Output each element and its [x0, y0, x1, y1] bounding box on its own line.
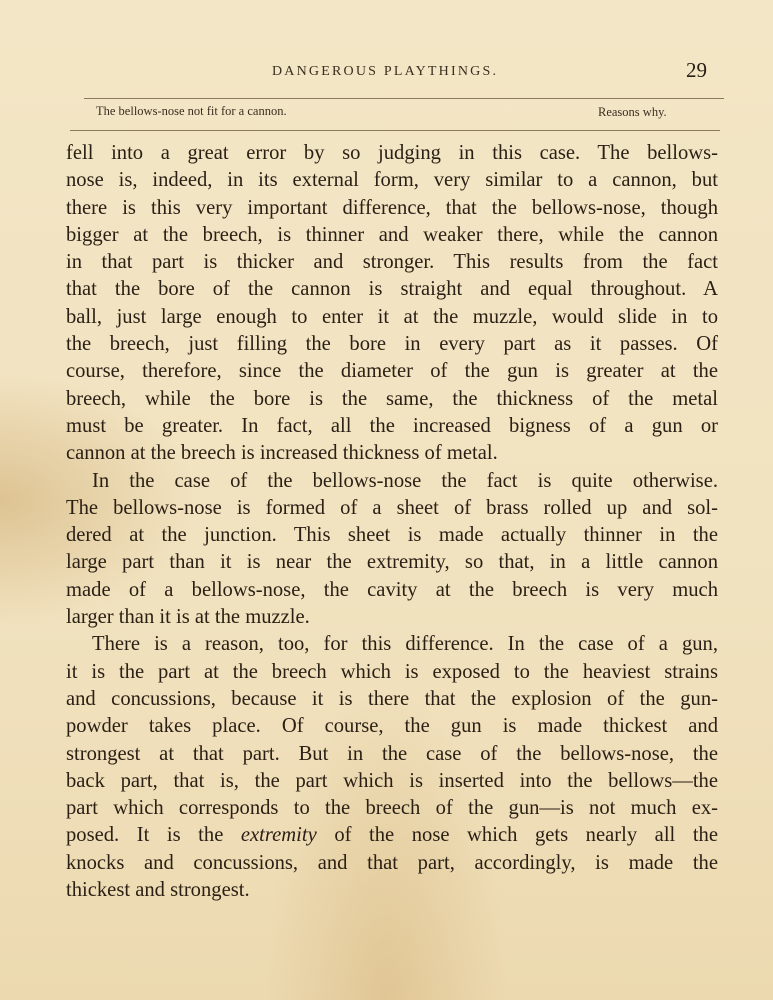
text-line: thickest and strongest. — [66, 879, 250, 902]
text-line: dered at the junction. This sheet is made actually thinner in the — [66, 524, 718, 547]
text-line: must be greater. In fact, all the increased bigness of a gun or — [66, 414, 718, 437]
text-line: back part, that is, the part which is inserted into the bellows—the — [66, 769, 718, 792]
body-text — [66, 140, 718, 904]
text-line: large part than it is near the extremity, so that, in a little cannon — [66, 551, 718, 574]
text-line: powder takes place. Of course, the gun is made thickest and — [66, 715, 718, 738]
text-line: In the case of the bellows-nose the fact is quite otherwise. — [92, 469, 718, 492]
text-line: and concussions, because it is there that the explosion of the gun- — [66, 687, 718, 710]
italic-word: extremity — [240, 824, 317, 847]
page-number: 29 — [686, 58, 707, 82]
text-line: the breech, just filling the bore in every part as it passes. Of — [66, 333, 718, 356]
marginal-notes — [0, 104, 773, 124]
text-line: larger than it is at the muzzle. — [66, 606, 310, 629]
text-line: that the bore of the cannon is straight and equal throughout. A — [66, 278, 718, 301]
notes-rule — [70, 130, 720, 131]
text-line: strongest at that part. But in the case of the bellows-nose, the — [66, 742, 718, 765]
header-rule — [84, 98, 724, 99]
text-fragment: posed. It is the — [66, 824, 224, 847]
text-line: breech, while the bore is the same, the thickness of the metal — [66, 387, 718, 410]
text-line-with-italic — [66, 822, 718, 849]
text-fragment: of the nose which gets nearly all the — [334, 824, 718, 847]
text-line: ball, just large enough to enter it at the muzzle, would slide in to — [66, 305, 718, 328]
text-line: bigger at the breech, is thinner and weaker there, while the cannon — [66, 223, 718, 246]
text-line: The bellows-nose is formed of a sheet of brass rolled up and sol- — [66, 496, 718, 519]
side-note-left: The bellows-nose not fit for a cannon. — [96, 104, 287, 118]
text-line: it is the part at the breech which is exposed to the heaviest strains — [66, 660, 718, 683]
text-line: fell into a great error by so judging in this case. The bellows- — [66, 142, 718, 164]
running-head — [0, 58, 773, 88]
text-line: cannon at the breech is increased thickness of metal. — [66, 442, 498, 465]
text-line: made of a bellows-nose, the cavity at the breech is very much — [66, 578, 718, 601]
text-line: there is this very important difference, that the bellows-nose, though — [66, 196, 718, 219]
text-line: There is a reason, too, for this difference. In the case of a gun, — [92, 633, 718, 656]
text-line: in that part is thicker and stronger. This results from the fact — [66, 251, 718, 274]
running-title: DANGEROUS PLAYTHINGS. — [272, 64, 499, 79]
text-line: nose is, indeed, in its external form, very similar to a cannon, but — [66, 169, 718, 192]
text-line: knocks and concussions, and that part, accordingly, is made the — [66, 851, 718, 874]
text-line: part which corresponds to the breech of the gun—is not much ex- — [66, 797, 718, 820]
text-line: course, therefore, since the diameter of the gun is greater at the — [66, 360, 718, 383]
side-note-right: Reasons why. — [598, 105, 667, 119]
